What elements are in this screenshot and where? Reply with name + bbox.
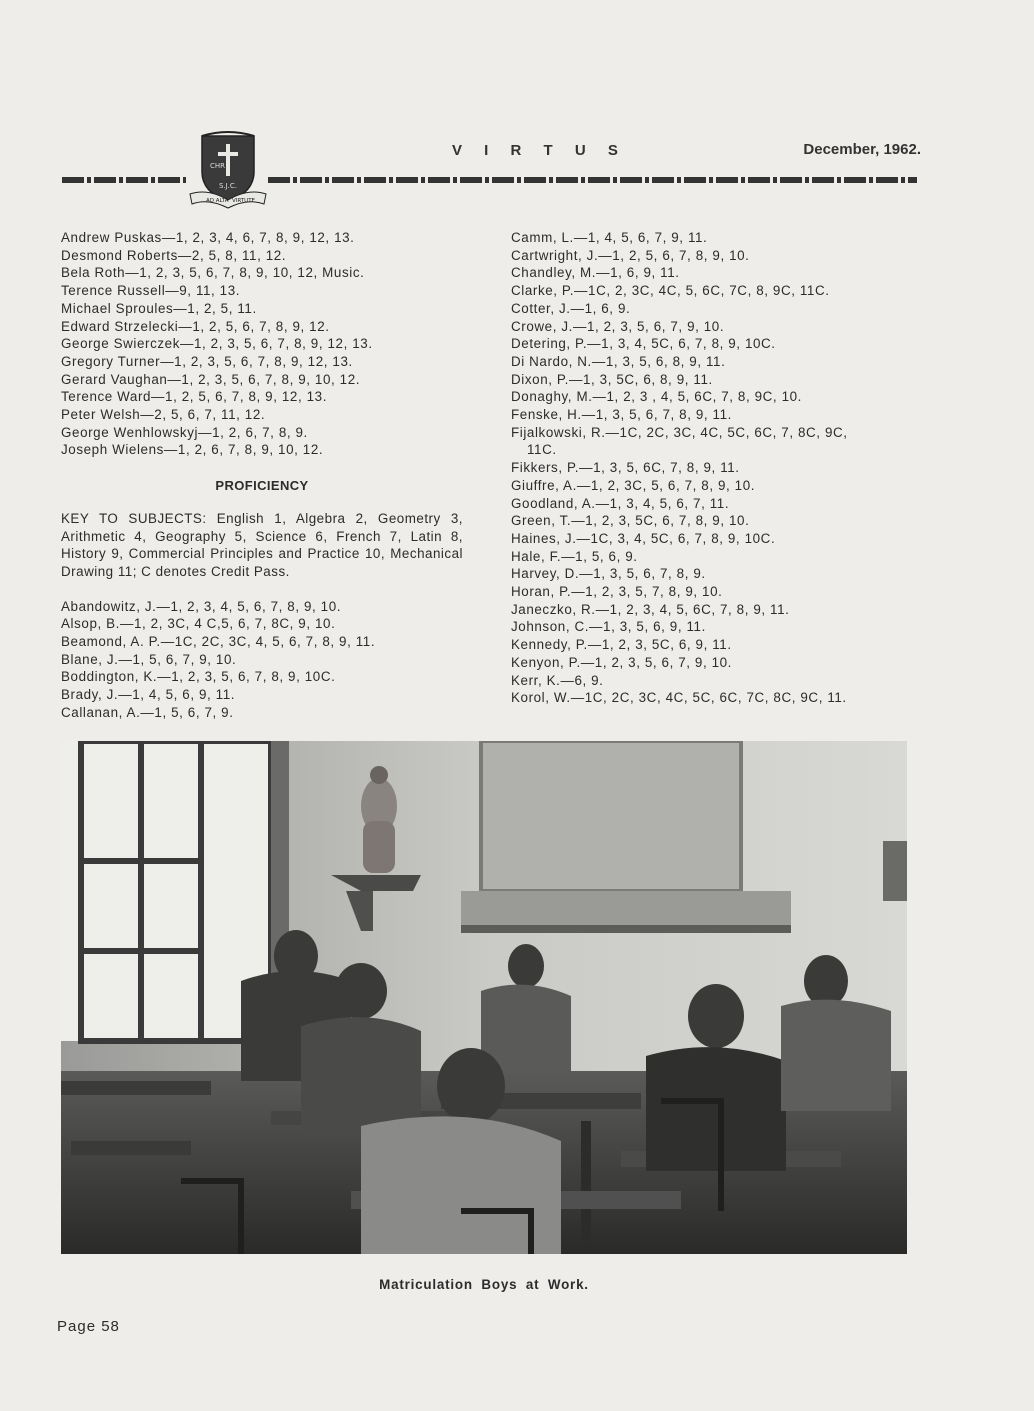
proficiency-entry: Fikkers, P.—1, 3, 5, 6C, 7, 8, 9, 11. [511,460,740,476]
proficiency-entry: Kerr, K.—6, 9. [511,672,604,688]
proficiency-entry: Camm, L.—1, 4, 5, 6, 7, 9, 11. [511,230,708,245]
proficiency-entry: Goodland, A.—1, 3, 4, 5, 6, 7, 11. [511,495,730,511]
page-number: Page 58 [57,1318,120,1335]
proficiency-entry: Kenyon, P.—1, 2, 3, 5, 6, 7, 9, 10. [511,654,733,670]
classroom-photograph [61,741,907,1254]
svg-text:S.J.C.: S.J.C. [218,182,238,190]
student-entry: George Swierczek—1, 2, 3, 5, 6, 7, 8, 9, 12, 13. [61,336,373,352]
proficiency-entry: Janeczko, R.—1, 2, 3, 4, 5, 6C, 7, 8, 9, 11. [511,601,790,617]
journal-title: V I R T U S [452,142,627,159]
proficiency-entry: Johnson, C.—1, 3, 5, 6, 9, 11. [511,619,706,635]
proficiency-entry: Hale, F.—1, 5, 6, 9. [511,548,638,564]
proficiency-entry: Boddington, K.—1, 2, 3, 5, 6, 7, 8, 9, 10C. [61,669,336,685]
proficiency-entry: Green, T.—1, 2, 3, 5C, 6, 7, 8, 9, 10. [511,513,750,529]
proficiency-entry: Blane, J.—1, 5, 6, 7, 9, 10. [61,651,237,667]
proficiency-entry: Abandowitz, J.—1, 2, 3, 4, 5, 6, 7, 8, 9, 10. [61,598,342,614]
student-entry: Gerard Vaughan—1, 2, 3, 5, 6, 7, 8, 9, 10, 12. [61,371,361,387]
proficiency-entry: Haines, J.—1C, 3, 4, 5C, 6, 7, 8, 9, 10C. [511,530,776,546]
photo-caption: Matriculation Boys at Work. [379,1277,589,1292]
proficiency-entry: Beamond, A. P.—1C, 2C, 3C, 4, 5, 6, 7, 8, 9, 11. [61,634,376,650]
student-entry: Terence Russell—9, 11, 13. [61,283,241,299]
proficiency-heading: PROFICIENCY [215,478,309,494]
svg-text:VIRTUTE: VIRTUTE [232,198,256,204]
proficiency-entry: Crowe, J.—1, 2, 3, 5, 6, 7, 9, 10. [511,318,725,334]
proficiency-entry: Giuffre, A.—1, 2, 3C, 5, 6, 7, 8, 9, 10. [511,477,756,493]
student-entry: Gregory Turner—1, 2, 3, 5, 6, 7, 8, 9, 12, 13. [61,353,353,369]
svg-text:CHR: CHR [210,162,226,170]
proficiency-entry: Brady, J.—1, 4, 5, 6, 9, 11. [61,687,236,703]
student-entry: Bela Roth—1, 2, 3, 5, 6, 7, 8, 9, 10, 12, Music. [61,265,365,281]
proficiency-entry: Horan, P.—1, 2, 3, 5, 7, 8, 9, 10. [511,584,723,600]
right-column [511,229,917,707]
student-entry: Joseph Wielens—1, 2, 6, 7, 8, 9, 10, 12. [61,442,324,458]
proficiency-entry: Alsop, B.—1, 2, 3C, 4 C,5, 6, 7, 8C, 9, 10. [61,616,336,632]
student-entry: Peter Welsh—2, 5, 6, 7, 11, 12. [61,407,266,423]
photo-illustration [61,741,907,1254]
header-rule-left [62,177,186,183]
proficiency-entry-wrapped [511,424,917,459]
proficiency-entry: Callanan, A.—1, 5, 6, 7, 9. [61,704,234,720]
issue-date: December, 1962. [803,141,921,158]
proficiency-entry: Chandley, M.—1, 6, 9, 11. [511,265,680,281]
student-list-top [61,229,463,459]
proficiency-entry: Fenske, H.—1, 3, 5, 6, 7, 8, 9, 11. [511,407,732,423]
proficiency-entry: Cotter, J.—1, 6, 9. [511,300,631,316]
student-entry: George Wenhlowskyj—1, 2, 6, 7, 8, 9. [61,424,308,440]
subject-key-paragraph: KEY TO SUBJECTS: English 1, Algebra 2, Geometry 3, Arithmetic 4, Geography 5, Science 6, French 7, Latin 8, History 9, Commercial Principles and Practice 10, Mechanical Drawing 11; C denotes Credit Pass. [61,510,463,579]
left-column [61,229,463,722]
student-entry: Andrew Puskas—1, 2, 3, 4, 6, 7, 8, 9, 12, 13. [61,230,355,245]
svg-text:AD ALTA: AD ALTA [206,198,229,204]
student-entry: Edward Strzelecki—1, 2, 5, 6, 7, 8, 9, 12. [61,318,330,334]
school-crest-logo [188,128,268,210]
proficiency-entry: Donaghy, M.—1, 2, 3 , 4, 5, 6C, 7, 8, 9C, 10. [511,389,802,405]
student-entry: Desmond Roberts—2, 5, 8, 11, 12. [61,247,287,263]
header-rule-right [268,177,917,183]
proficiency-list [61,598,463,722]
proficiency-entry: Dixon, P.—1, 3, 5C, 6, 8, 9, 11. [511,371,713,387]
student-entry: Michael Sproules—1, 2, 5, 11. [61,300,257,316]
proficiency-entry: Di Nardo, N.—1, 3, 5, 6, 8, 9, 11. [511,353,726,369]
proficiency-entry: Cartwright, J.—1, 2, 5, 6, 7, 8, 9, 10. [511,247,750,263]
proficiency-entry: Kennedy, P.—1, 2, 3, 5C, 6, 9, 11. [511,637,732,653]
student-entry: Terence Ward—1, 2, 5, 6, 7, 8, 9, 12, 13. [61,389,328,405]
proficiency-entry: Detering, P.—1, 3, 4, 5C, 6, 7, 8, 9, 10C. [511,336,776,352]
proficiency-entry: Harvey, D.—1, 3, 5, 6, 7, 8, 9. [511,566,706,582]
proficiency-entry: Korol, W.—1C, 2C, 3C, 4C, 5C, 6C, 7C, 8C, 9C, 11. [511,690,847,706]
wrapped-line-2: 11C. [527,442,557,458]
wrapped-line-1: Fijalkowski, R.—1C, 2C, 3C, 4C, 5C, 6C, 7, 8C, 9C, [511,424,848,440]
proficiency-entry: Clarke, P.—1C, 2, 3C, 4C, 5, 6C, 7C, 8, 9C, 11C. [511,283,830,299]
